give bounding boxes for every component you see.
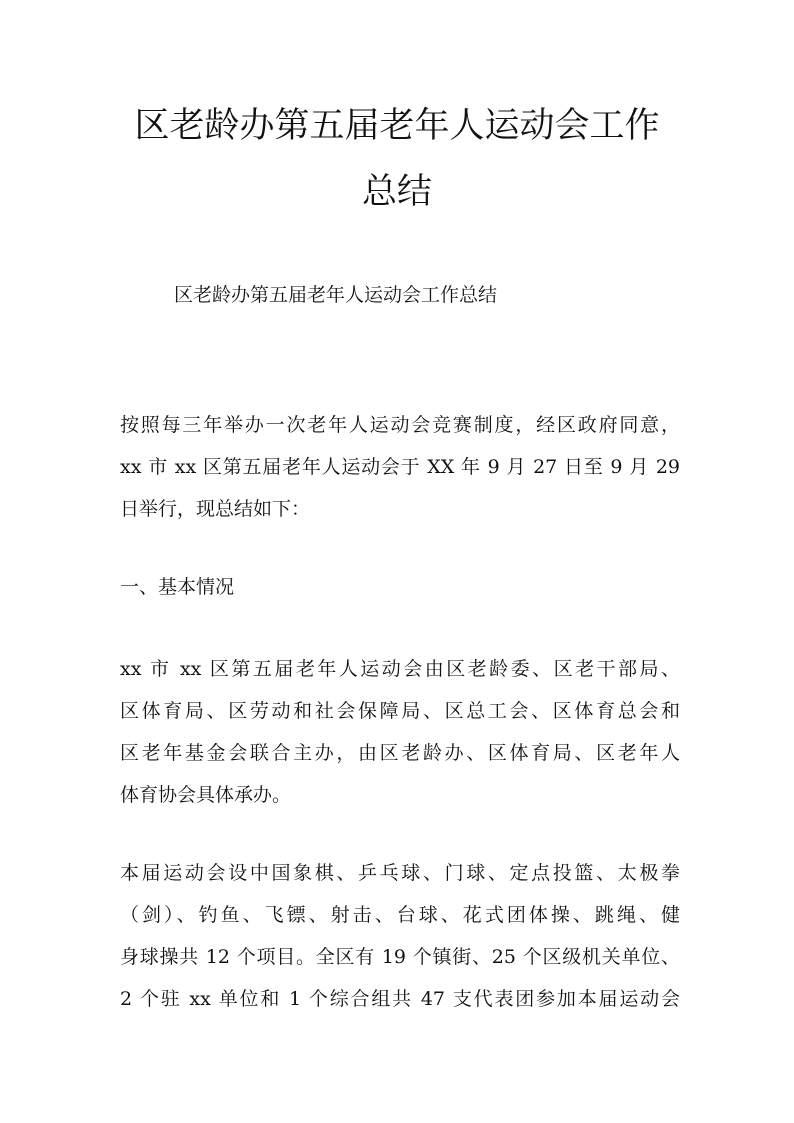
paragraph-line: 日举行，现总结如下： [120, 498, 311, 520]
paragraph-line: 体育协会具体承办。 [120, 784, 292, 806]
paragraph-line: 2 个驻 xx 单位和 1 个综合组共 47 支代表团参加本届运动会 [120, 988, 680, 1010]
document-title-line-1: 区老龄办第五届老年人运动会工作 [134, 106, 660, 146]
paragraph-line: 本届运动会设中国象棋、乒乓球、门球、定点投篮、太极拳 [120, 862, 680, 884]
paragraph-line: 区体育局、区劳动和社会保障局、区总工会、区体育总会和 [120, 700, 680, 722]
paragraph-line: （剑）、钓鱼、飞镖、射击、台球、花式团体操、跳绳、健 [120, 904, 680, 926]
paragraph-line: 身球操共 12 个项目。全区有 19 个镇街、25 个区级机关单位、 [120, 946, 680, 968]
paragraph-events [120, 852, 680, 1020]
document-title-line-2: 总结 [361, 172, 432, 212]
paragraph-intro [120, 404, 680, 530]
paragraph-line: xx 市 xx 区第五届老年人运动会由区老龄委、区老干部局、 [120, 658, 680, 680]
paragraph-line: xx 市 xx 区第五届老年人运动会于 XX 年 9 月 27 日至 9 月 29 [120, 456, 680, 478]
paragraph-line: 按照每三年举办一次老年人运动会竞赛制度，经区政府同意， [120, 414, 680, 436]
document-subtitle: 区老龄办第五届老年人运动会工作总结 [174, 284, 498, 306]
paragraph-organizers [120, 648, 680, 816]
paragraph-line: 区老年基金会联合主办，由区老龄办、区体育局、区老年人 [120, 742, 680, 764]
section-heading-basic-info: 一、基本情况 [120, 576, 235, 598]
